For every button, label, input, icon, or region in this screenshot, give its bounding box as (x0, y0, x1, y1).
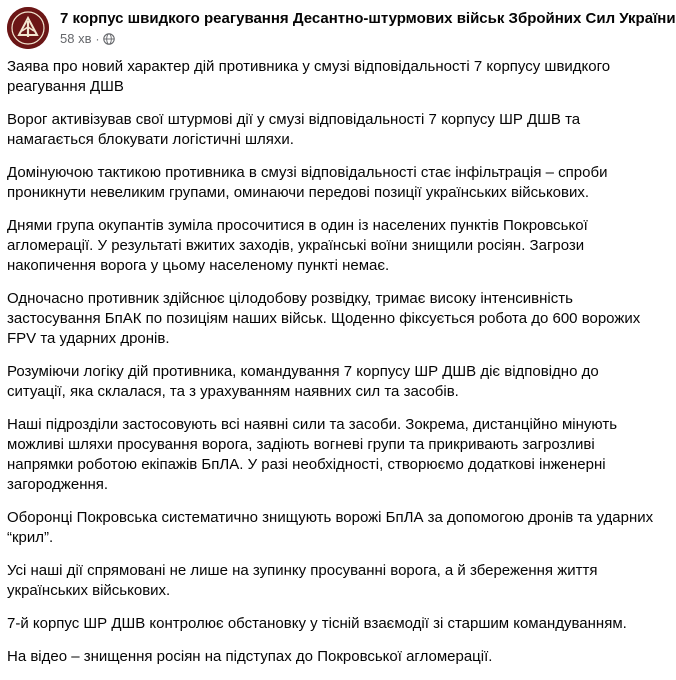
post-body (7, 57, 661, 680)
post-timestamp[interactable]: 58 хв (60, 31, 92, 46)
globe-icon[interactable] (103, 33, 115, 45)
post-paragraph: Днями група окупантів зуміла просочитися в один із населених пунктів Покровської агломерації. У результаті вжитих заходів, українські воїни знищили росіян. Загрози накопичення ворога у цьому населеному пункті немає. (7, 217, 588, 274)
post-author[interactable]: 7 корпус швидкого реагування Десантно-штурмових військ Збройних Сил України (60, 10, 676, 27)
post-paragraph: Одночасно противник здійснює цілодобову розвідку, тримає високу інтенсивність застосування БпАК по позиціям наших військ. Щоденно фіксується робота до 600 ворожих FPV та ударних дронів. (7, 290, 641, 347)
avatar[interactable] (7, 7, 49, 49)
post-meta (60, 31, 115, 46)
post-header (7, 7, 676, 49)
post-paragraph: Наші підрозділи застосовують всі наявні сили та засоби. Зокрема, дистанційно мінують можливі шляхи просування ворога, задіють вогневі групи та прикривають загрозливі напрямки роботою екіпажів БпЛА. У разі необхідності, створюємо додаткові інженерні загородження. (7, 416, 618, 493)
post-paragraph: 7-й корпус ШР ДШВ контролює обстановку у тісній взаємодії зі старшим командуванням. (7, 615, 627, 632)
post-paragraph: Розуміючи логіку дій противника, командування 7 корпусу ШР ДШВ діє відповідно до ситуації, яка склалася, та з урахуванням наявних сил та засобів. (7, 363, 599, 400)
post-paragraph: Заява про новий характер дій противника у смузі відповідальності 7 корпусу швидкого реагування ДШВ (7, 58, 611, 95)
post-paragraph: Усі наші дії спрямовані не лише на зупинку просуванні ворога, а й збереження життя українських військових. (7, 562, 598, 599)
post-paragraph: Домінуючою тактикою противника в смузі відповідальності стає інфільтрація – спроби проникнути невеликим групами, оминаючи передові позиції українських військових. (7, 164, 608, 201)
corps-emblem-icon (7, 7, 49, 49)
post-paragraph: Оборонці Покровська систематично знищують ворожі БпЛА за допомогою дронів та ударних “крил”. (7, 509, 654, 546)
post-paragraph: Ворог активізував свої штурмові дії у смузі відповідальності 7 корпусу ШР ДШВ та намагається блокувати логістичні шляхи. (7, 111, 581, 148)
post-paragraph: На відео – знищення росіян на підступах до Покровської агломерації. (7, 648, 493, 665)
meta-separator: · (95, 31, 100, 46)
